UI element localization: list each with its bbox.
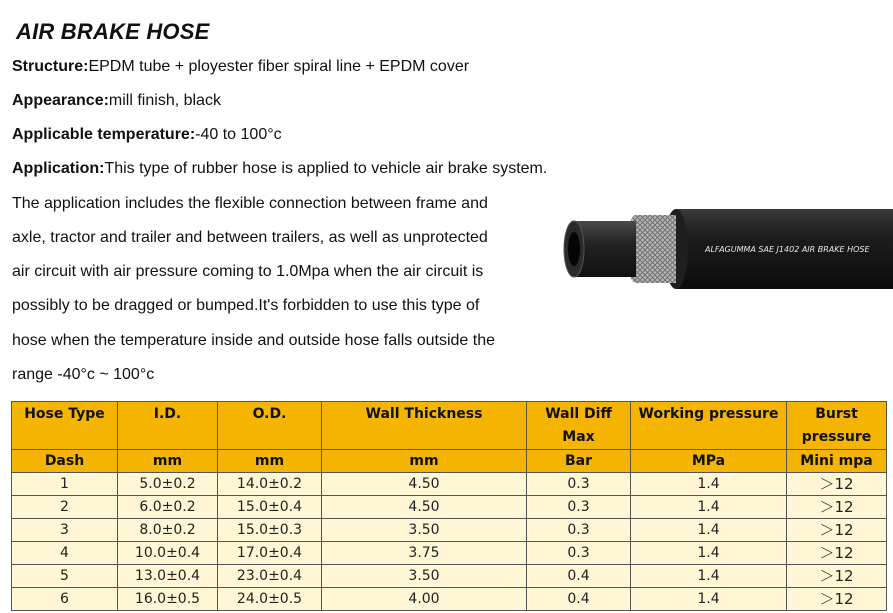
paragraph-line: The application includes the flexible connection between frame and bbox=[12, 195, 488, 212]
table-cell: 17.0±0.4 bbox=[218, 542, 322, 565]
page-title: AIR BRAKE HOSE bbox=[16, 19, 210, 44]
table-cell: 1.4 bbox=[631, 473, 787, 496]
spec-temperature bbox=[12, 125, 282, 145]
unit-cell: mm bbox=[218, 450, 322, 473]
table-cell: 3.50 bbox=[322, 519, 527, 542]
spec-label: Application: bbox=[12, 160, 105, 177]
table-row bbox=[12, 588, 887, 611]
table-cell: 1.4 bbox=[631, 519, 787, 542]
table-cell: ＞12 bbox=[787, 496, 887, 519]
table-cell: 1.4 bbox=[631, 496, 787, 519]
table-cell: 4.00 bbox=[322, 588, 527, 611]
header-hose-type: Hose Type bbox=[12, 402, 118, 450]
hose-image bbox=[560, 205, 893, 293]
table-cell: 3.50 bbox=[322, 565, 527, 588]
table-cell: 23.0±0.4 bbox=[218, 565, 322, 588]
table-cell: 8.0±0.2 bbox=[118, 519, 218, 542]
table-cell: 10.0±0.4 bbox=[118, 542, 218, 565]
table-cell: 0.3 bbox=[527, 519, 631, 542]
table-cell: ＞12 bbox=[787, 542, 887, 565]
table-cell: 15.0±0.3 bbox=[218, 519, 322, 542]
table-cell: 15.0±0.4 bbox=[218, 496, 322, 519]
header-wall-thickness: Wall Thickness bbox=[322, 402, 527, 450]
table-cell: 6.0±0.2 bbox=[118, 496, 218, 519]
unit-cell: mm bbox=[322, 450, 527, 473]
spec-appearance bbox=[12, 91, 221, 111]
paragraph-line: possibly to be dragged or bumped.It's forbidden to use this type of bbox=[12, 297, 480, 314]
spec-application bbox=[12, 159, 547, 179]
table-cell: 1.4 bbox=[631, 542, 787, 565]
table-row bbox=[12, 519, 887, 542]
spec-value: This type of rubber hose is applied to vehicle air brake system. bbox=[104, 160, 548, 177]
table-cell: 0.3 bbox=[527, 496, 631, 519]
spec-structure bbox=[12, 57, 469, 77]
spec-value: mill finish, black bbox=[108, 92, 221, 109]
table-cell: 5.0±0.2 bbox=[118, 473, 218, 496]
table-cell: 0.3 bbox=[527, 542, 631, 565]
spec-value: EPDM tube + ployester fiber spiral line + EPDM cover bbox=[88, 58, 470, 75]
table-cell: 24.0±0.5 bbox=[218, 588, 322, 611]
header-wall-diff: Wall Diff Max bbox=[527, 402, 631, 450]
paragraph-line: range -40°c ~ 100°c bbox=[12, 366, 155, 383]
table-row bbox=[12, 542, 887, 565]
table-cell: 6 bbox=[12, 588, 118, 611]
table-cell: 1.4 bbox=[631, 588, 787, 611]
table-cell: 5 bbox=[12, 565, 118, 588]
table-cell: 3 bbox=[12, 519, 118, 542]
table-cell: 1.4 bbox=[631, 565, 787, 588]
table-row bbox=[12, 496, 887, 519]
table-cell: 16.0±0.5 bbox=[118, 588, 218, 611]
table-row bbox=[12, 473, 887, 496]
paragraph-line: axle, tractor and trailer and between trailers, as well as unprotected bbox=[12, 229, 488, 246]
unit-cell: Mini mpa bbox=[787, 450, 887, 473]
table-cell: ＞12 bbox=[787, 519, 887, 542]
table-cell: 0.4 bbox=[527, 588, 631, 611]
table-cell: 4 bbox=[12, 542, 118, 565]
units-row bbox=[12, 450, 887, 473]
table-cell: ＞12 bbox=[787, 588, 887, 611]
header-working-pressure: Working pressure bbox=[631, 402, 787, 450]
table-cell: 14.0±0.2 bbox=[218, 473, 322, 496]
spec-value: -40 to 100°c bbox=[195, 126, 282, 143]
unit-cell: MPa bbox=[631, 450, 787, 473]
hose-print-text: ALFAGUMMA SAE J1402 AIR BRAKE HOSE bbox=[705, 245, 870, 254]
spec-table bbox=[11, 401, 887, 611]
spec-label: Applicable temperature: bbox=[12, 126, 196, 143]
table-cell: 4.50 bbox=[322, 473, 527, 496]
table-cell: 3.75 bbox=[322, 542, 527, 565]
unit-cell: Dash bbox=[12, 450, 118, 473]
paragraph-line: hose when the temperature inside and outside hose falls outside the bbox=[12, 332, 495, 349]
unit-cell: Bar bbox=[527, 450, 631, 473]
paragraph-line: air circuit with air pressure coming to 1.0Mpa when the air circuit is bbox=[12, 263, 484, 280]
table-cell: 0.3 bbox=[527, 473, 631, 496]
table-cell: 4.50 bbox=[322, 496, 527, 519]
header-id: I.D. bbox=[118, 402, 218, 450]
spec-label: Structure: bbox=[12, 58, 89, 75]
header-burst-pressure: Burst pressure bbox=[787, 402, 887, 450]
header-od: O.D. bbox=[218, 402, 322, 450]
table-row bbox=[12, 565, 887, 588]
table-cell: 1 bbox=[12, 473, 118, 496]
table-cell: ＞12 bbox=[787, 473, 887, 496]
table-cell: 0.4 bbox=[527, 565, 631, 588]
table-cell: 2 bbox=[12, 496, 118, 519]
spec-label: Appearance: bbox=[12, 92, 109, 109]
table-cell: ＞12 bbox=[787, 565, 887, 588]
table-cell: 13.0±0.4 bbox=[118, 565, 218, 588]
unit-cell: mm bbox=[118, 450, 218, 473]
